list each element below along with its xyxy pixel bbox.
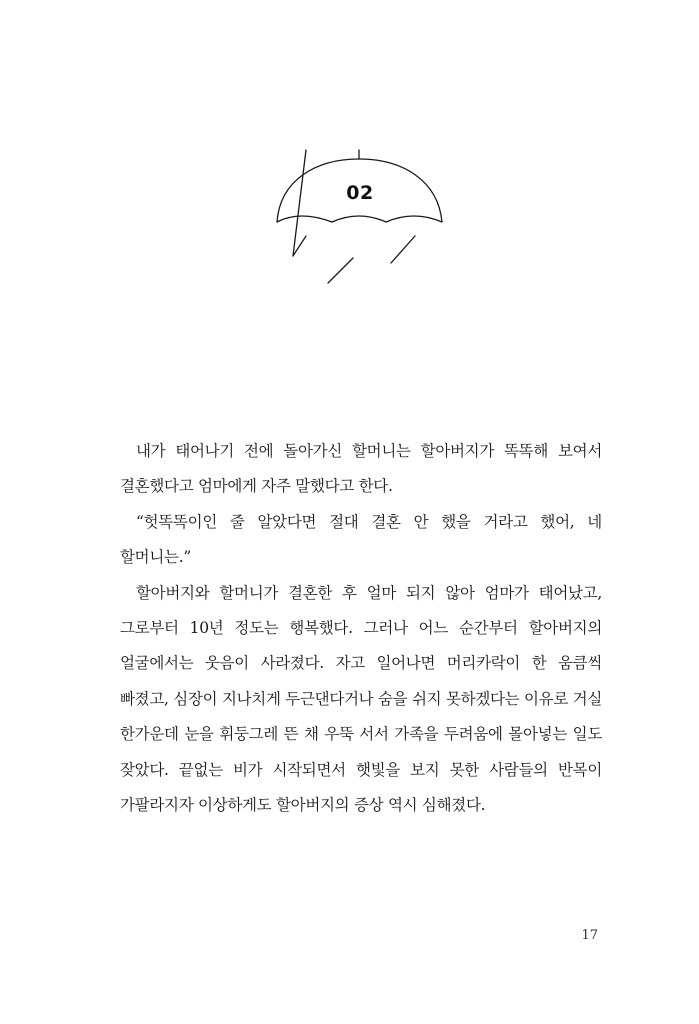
umbrella-rain-icon	[268, 150, 452, 295]
paragraph: “헛똑똑이인 줄 알았다면 절대 결혼 안 했을 거라고 했어, 네 할머니는.”	[120, 512, 602, 567]
body-text	[120, 434, 602, 823]
chapter-number: 02	[346, 182, 374, 204]
page-number: 17	[581, 928, 598, 943]
paragraph: 내가 태어나기 전에 돌아가신 할머니는 할아버지가 똑똑해 보여서 결혼했다고 엄마에게 자주 말했다고 한다.	[120, 442, 602, 496]
paragraph: 할아버지와 할머니가 결혼한 후 얼마 되지 않아 엄마가 태어났고, 그로부터 10년 정도는 행복했다. 그러나 어느 순간부터 할아버지의 얼굴에서는 웃음이 사라졌다. 자고 일어나면 머리카락이 한 움큼씩 빠졌고, 심장이 지나치게 두근댄다거나 숨을 쉬지 못하겠다는 이유로 거실 한가운데 눈을 휘둥그레 뜬 채 우뚝 서서 가족을 두려움에 몰아넣는 일도 잦았다. 끝없는 비가 시작되면서 햇빛을 보지 못한 사람들의 반목이 가팔라지자 이상하게도 할아버지의 증상 역시 심해졌다.	[120, 583, 602, 815]
chapter-mark	[268, 150, 452, 295]
